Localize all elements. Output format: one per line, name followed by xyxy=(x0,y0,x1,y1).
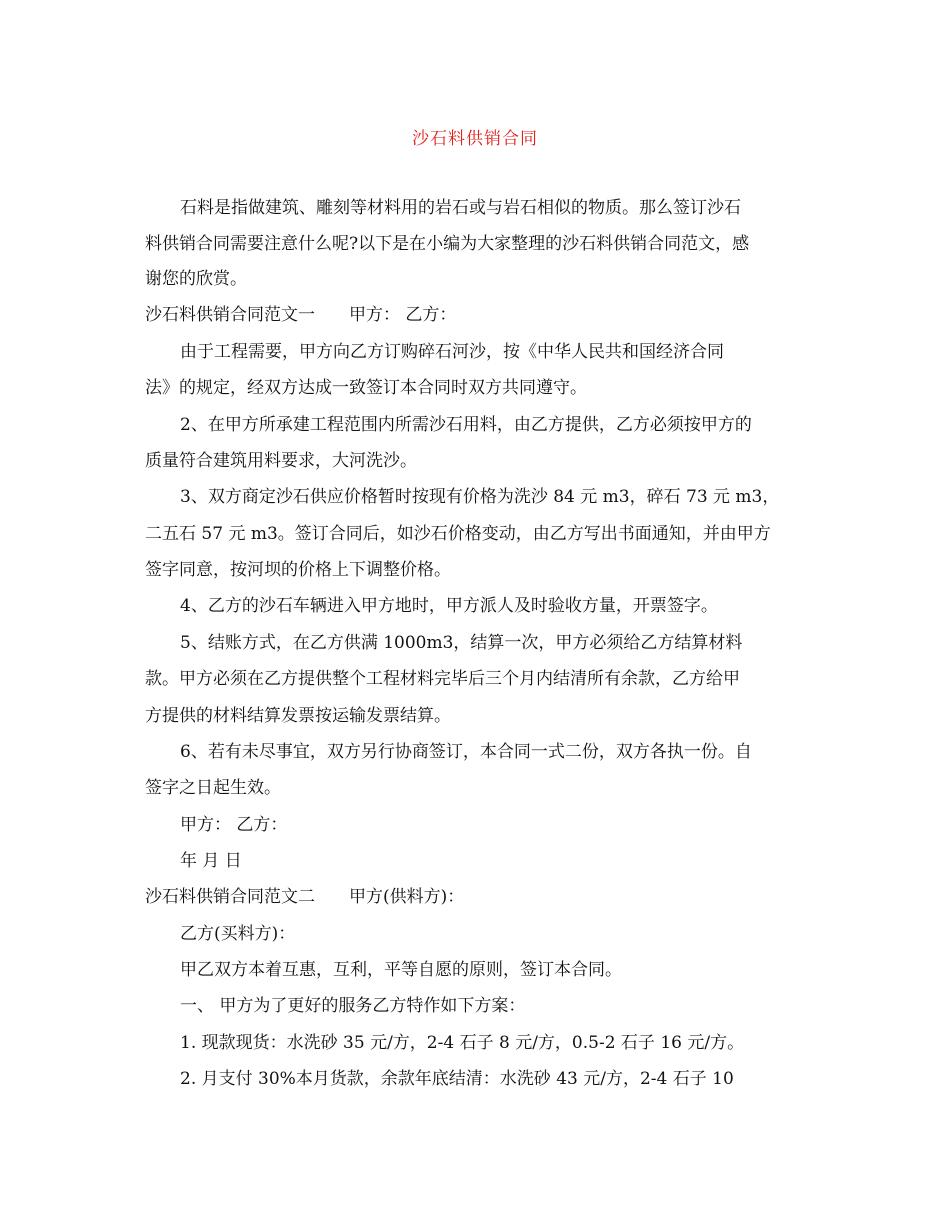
document-title: 沙石料供销合同 xyxy=(412,129,538,149)
section-heading: 沙石料供销合同范文二 甲方(供料方)： xyxy=(145,887,465,907)
signature-line: 甲方： 乙方： xyxy=(180,815,288,835)
paragraph-line: 料供销合同需要注意什么呢?以下是在小编为大家整理的沙石料供销合同范文，感 xyxy=(145,234,750,254)
paragraph-line: 法》的规定，经双方达成一致签订本合同时双方共同遵守。 xyxy=(145,378,587,398)
paragraph-line: 甲乙双方本着互惠，互利，平等自愿的原则，签订本合同。 xyxy=(180,960,622,980)
paragraph-line: 签字之日起生效。 xyxy=(145,778,281,798)
paragraph-line: 二五石 57 元 m3。签订合同后，如沙石价格变动，由乙方写出书面通知，并由甲方 xyxy=(145,524,771,544)
paragraph-line: 5、结账方式，在乙方供满 1000m3，结算一次，甲方必须给乙方结算材料 xyxy=(180,633,743,653)
paragraph-line: 4、乙方的沙石车辆进入甲方地时，甲方派人及时验收方量，开票签字。 xyxy=(180,596,718,616)
paragraph-line: 2、在甲方所承建工程范围内所需沙石用料，由乙方提供，乙方必须按甲方的 xyxy=(180,415,752,435)
paragraph-line: 由于工程需要，甲方向乙方订购碎石河沙，按《中华人民共和国经济合同 xyxy=(180,342,724,362)
paragraph-line: 3、双方商定沙石供应价格暂时按现有价格为洗沙 84 元 m3，碎石 73 元 m3， xyxy=(180,487,780,507)
paragraph-line: 谢您的欣赏。 xyxy=(145,269,247,289)
paragraph-line: 方提供的材料结算发票按运输发票结算。 xyxy=(145,706,451,726)
paragraph-line: 6、若有未尽事宜，双方另行协商签订，本合同一式二份，双方各执一份。自 xyxy=(180,742,752,762)
paragraph-line: 乙方(买料方)： xyxy=(180,924,296,944)
paragraph-line: 一、 甲方为了更好的服务乙方特作如下方案： xyxy=(180,996,526,1016)
paragraph-line: 石料是指做建筑、雕刻等材料用的岩石或与岩石相似的物质。那么签订沙石 xyxy=(180,198,741,218)
paragraph-line: 签字同意，按河坝的价格上下调整价格。 xyxy=(145,560,451,580)
paragraph-line: 1. 现款现货：水洗砂 35 元/方，2-4 石子 8 元/方，0.5-2 石子 16 元/方。 xyxy=(180,1033,745,1053)
section-heading: 沙石料供销合同范文一 甲方： 乙方： xyxy=(145,305,457,325)
paragraph-line: 款。甲方必须在乙方提供整个工程材料完毕后三个月内结清所有余款，乙方给甲 xyxy=(145,669,740,689)
paragraph-line: 2. 月支付 30%本月货款，余款年底结清：水洗砂 43 元/方，2-4 石子 10 xyxy=(180,1069,734,1089)
paragraph-line: 质量符合建筑用料要求，大河洗沙。 xyxy=(145,451,417,471)
date-line: 年 月 日 xyxy=(180,851,242,871)
